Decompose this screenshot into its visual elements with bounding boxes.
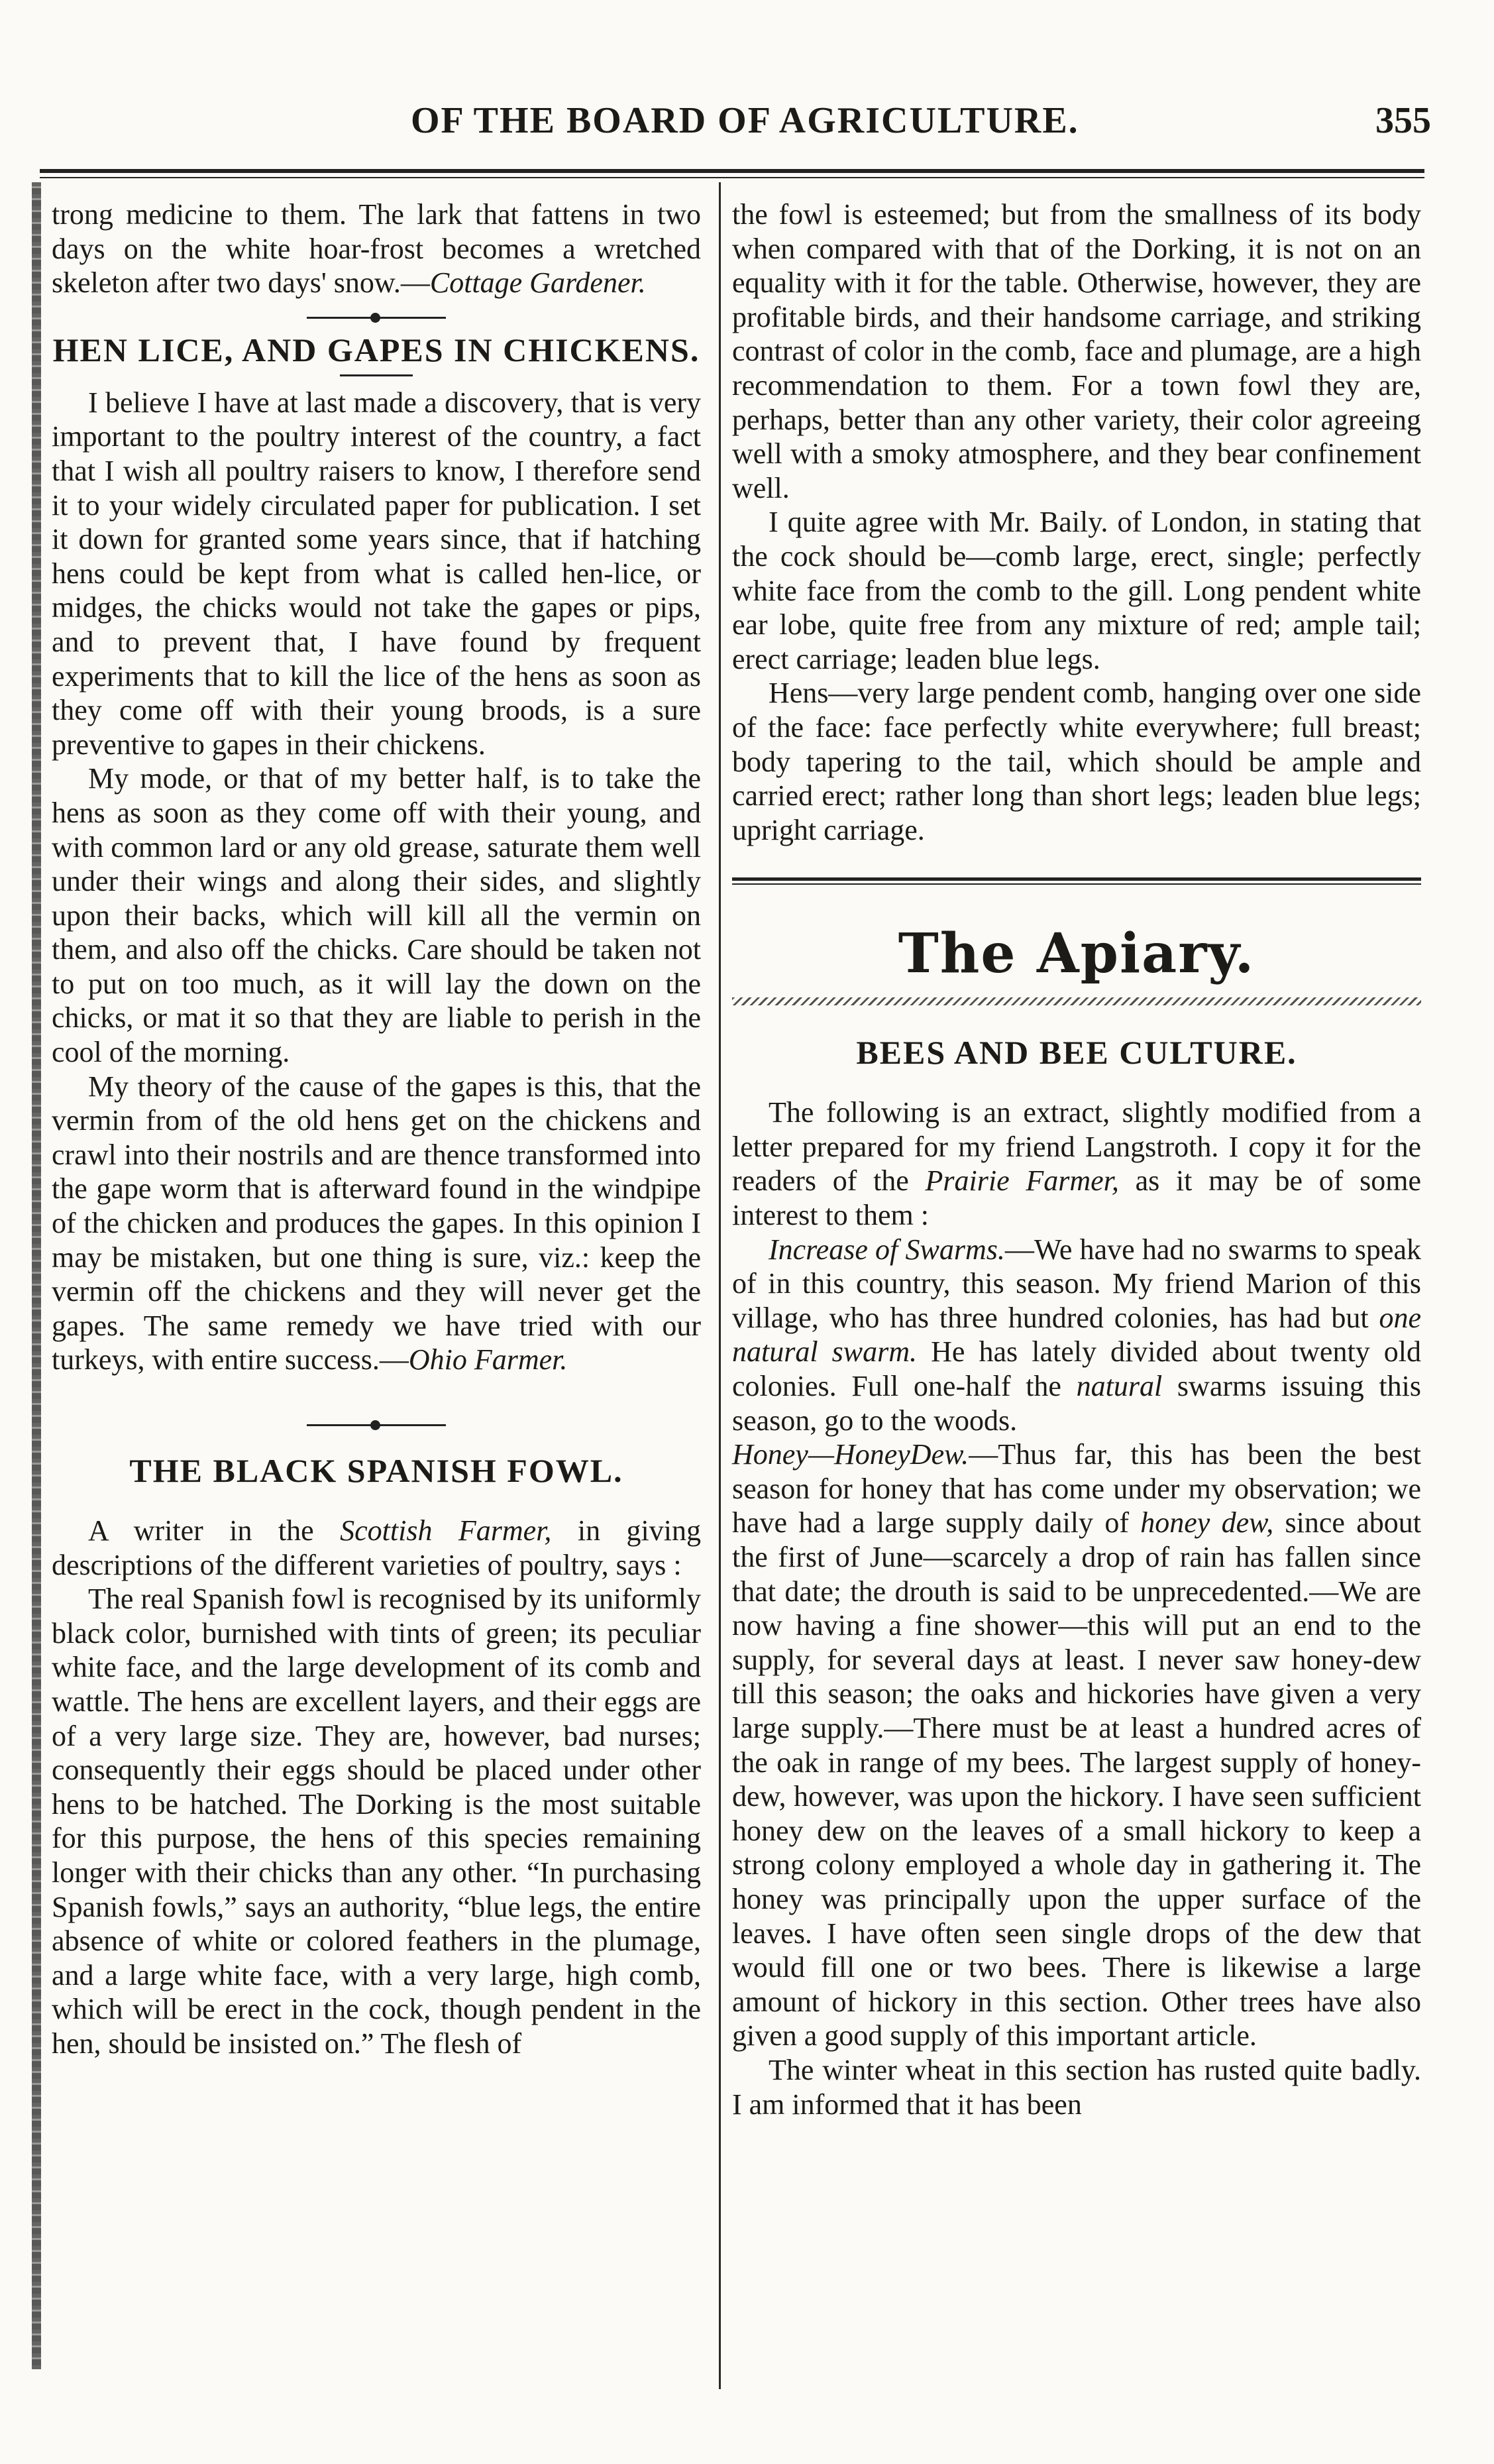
subsection-label: Honey—HoneyDew. <box>732 1438 969 1471</box>
article-paragraph: The real Spanish fowl is recognised by its uniformly black color, burnished with tints of green; its peculiar white face, and the large development of its comb and wattle. The hens are excellent layers, and their eggs are of a very large size. They are, however, bad nurses; consequently their eggs should be placed under other hens to be hatched. The Dorking is the most suitable for this purpose, the hens of this species remaining longer with their chicks than any other. “In purchasing Spanish fowls,” says an authority, “blue legs, the entire absence of white or colored feathers in the plumage, and a large white face, with a very large, high comb, which will be erect in the cock, though pendent in the hen, should be insisted on.” The flesh of <box>52 1583 701 2060</box>
emphasis-text: honey dew, <box>1140 1506 1274 1540</box>
page-number: 355 <box>1375 100 1431 141</box>
emphasis-text: natural <box>1076 1370 1163 1403</box>
article-source: Ohio Farmer. <box>408 1343 568 1376</box>
article-heading-bees: BEES AND BEE CULTURE. <box>856 1034 1297 1072</box>
article-paragraph <box>732 1095 1421 1232</box>
article-paragraph: I quite agree with Mr. Baily. of London, in stating that the cock should be—comb large, erect, single; perfectly white face from the comb to the gill. Long pendent white ear lobe, quite free from any mixture of red; ample tail; erect carriage; leaden blue legs. <box>732 506 1421 675</box>
paragraph-text: —We have had no swarms to speak of in this country, this season. My friend Marion of this village, who has three hundred colonies, has had but <box>732 1233 1421 1334</box>
subsection-label: Increase of Swarms. <box>769 1233 1005 1266</box>
article-paragraph: Hens—very large pendent comb, hanging over one side of the face: face perfectly white everywhere; full breast; body tapering to the tail, which should be ample and carried erect; rather long than short legs; leaden blue legs; upright carriage. <box>732 677 1421 846</box>
paragraph-text: My theory of the cause of the gapes is this, that the vermin from of the old hens get on the chickens and crawl into their nostrils and are thence transformed into the gape worm that is afterward found in the windpipe of the chicken and produces the gapes. In this opinion I may be mistaken, but one thing is sure, viz.: keep the vermin off the chickens and they will never get the gapes. The same remedy we have tried with our turkeys, with entire success.— <box>52 1070 701 1376</box>
article-heading-black-spanish-fowl: THE BLACK SPANISH FOWL. <box>129 1452 623 1489</box>
column-divider <box>719 182 721 2389</box>
article-paragraph: The winter wheat in this section has rusted quite badly. I am informed that it has been <box>732 2053 1421 2121</box>
article-paragraph: I believe I have at last made a discovery, that is very important to the poultry interest of the country, a fact that I wish all poultry raisers to know, I therefore send it to your widely circulated paper for publication. I set it down for granted some years since, that if hatching hens could be kept from what is called hen-lice, or midges, the chicks would not take the gapes or pips, and to prevent that, I have found by frequent experiments that to kill the lice of the hens as soon as they come off with their young broods, is a sure preventive to gapes in their chickens. <box>52 386 701 761</box>
continuation-paragraph <box>52 197 701 300</box>
header-rule <box>40 169 1424 178</box>
left-column <box>52 197 701 2061</box>
emphasis-text: one natural swarm. <box>732 1301 1421 1369</box>
article-paragraph: the fowl is esteemed; but from the smallness of its body when compared with that of the Dorking, it is not on an equality with it for the table. Otherwise, however, they are profitable birds, and their handsome carriage, and striking contrast of color in the comb, face and plumage, are a high recommendation to them. For a town fowl they are, perhaps, better than any other variety, their color agreeing well with a smoky atmosphere, and they bear confinement well. <box>732 198 1421 504</box>
page-header <box>40 99 1431 152</box>
binding-edge <box>32 182 41 2369</box>
continuation-source: Cottage Gardener. <box>429 266 646 300</box>
paragraph-text: The following is an extract, slightly modified from a letter prepared for my friend Langstroth. I copy it for the readers of the <box>732 1096 1421 1198</box>
article-paragraph <box>732 1233 1421 1438</box>
publication-name: Scottish Farmer, <box>340 1514 552 1547</box>
ornament-rule <box>307 1417 446 1433</box>
ornament-rule <box>307 309 446 325</box>
article-paragraph <box>732 1437 1421 2053</box>
continuation-text: trong medicine to them. The lark that fattens in two days on the white hoar-frost becomes a wretched skeleton after two days' snow.— <box>52 198 701 300</box>
article-paragraph <box>52 1070 701 1377</box>
paragraph-text: —Thus far, this has been the best season for honey that has come under my observation; we have had a large supply daily of <box>732 1438 1421 1540</box>
wavy-rule <box>732 997 1421 1005</box>
paragraph-text: as it may be of some interest to them : <box>732 1164 1422 1232</box>
section-rule <box>732 877 1421 885</box>
article-paragraph: My mode, or that of my better half, is to take the hens as soon as they come off with their young, and with common lard or any old grease, saturate them well under their wings and along their sides, and slightly upon their backs, which will kill all the vermin on them, and also off the chicks. Care should be taken not to put on too much, as it will lay the down on the chicks, or mat it so that they are liable to perish in the cool of the morning. <box>52 762 701 1069</box>
paragraph-text: He has lately divided about twenty old colonies. Full one-half the <box>732 1335 1421 1403</box>
running-title: OF THE BOARD OF AGRICULTURE. <box>411 100 1079 141</box>
article-heading-hen-lice: HEN LICE, AND GAPES IN CHICKENS. <box>52 331 700 368</box>
paragraph-text: in giving descriptions of the different varieties of poultry, says : <box>52 1514 701 1581</box>
publication-name: Prairie Farmer, <box>925 1164 1119 1198</box>
heading-rule <box>340 374 413 376</box>
paragraph-text: swarms issuing this season, go to the woods. <box>732 1370 1421 1437</box>
section-title-apiary: The Apiary. <box>898 922 1255 986</box>
right-column <box>732 197 1421 2121</box>
paragraph-text: since about the first of June—scarcely a drop of rain has fallen since that date; the drouth is said to be unprecedented.—We are now having a fine shower—this will put an end to the supply, for several days at least. I never saw honey-dew till this season; the oaks and hickories have given a very large supply.—There must be at least a hundred acres of the oak in range of my bees. The largest supply of honey-dew, however, was upon the hickory. I have seen sufficient honey dew on the leaves of a small hickory to keep a strong colony employed a whole day in gathering it. The honey was principally upon the upper surface of the leaves. I have often seen single drops of the dew that would fill one or two bees. There is likewise a large amount of hickory in this section. Other trees have also given a good supply of this important article. <box>732 1506 1421 2052</box>
paragraph-text: A writer in the <box>88 1514 341 1547</box>
article-paragraph <box>52 1514 701 1582</box>
